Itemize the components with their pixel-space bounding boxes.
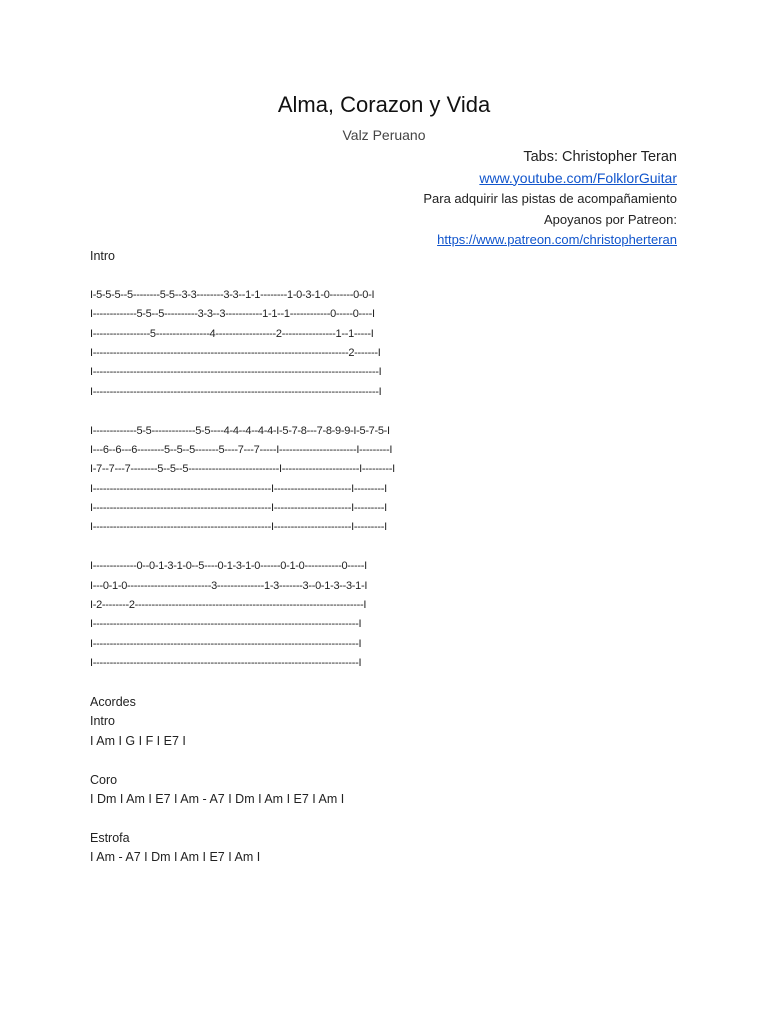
tab-line: I-------------------------------------------------------------------------------I <box>90 637 362 650</box>
song-title: Alma, Corazon y Vida <box>277 92 491 117</box>
chord-section-label: Estrofa <box>90 830 130 845</box>
chords-heading: Acordes <box>90 694 136 709</box>
author-credit: Tabs: Christopher Teran <box>523 149 677 165</box>
tab-block-1 <box>90 286 690 402</box>
tab-line: I---0-1-0-------------------------3--------------1-3-------3--0-1-3--3-1-I <box>90 579 368 592</box>
tab-line: I-------------------------------------------------------------------------------I <box>90 657 362 670</box>
song-subtitle: Valz Peruano <box>342 127 426 143</box>
chord-progression: I Dm I Am I E7 I Am - A7 I Dm I Am I E7 I Am I <box>90 791 345 806</box>
tab-line: I---6--6---6--------5--5--5-------5----7---7-----I-----------------------I---------I <box>90 443 393 456</box>
tab-line: I-7--7---7--------5--5--5---------------------------I-----------------------I---------I <box>90 463 395 476</box>
tab-line: I-----------------------------------------------------I-----------------------I---------I <box>90 482 387 495</box>
chords-section <box>90 693 690 868</box>
tab-line: I-5-5-5--5--------5-5--3-3--------3-3--1-1--------1-0-3-1-0-------0-0-I <box>90 288 375 301</box>
tab-line: I-----------------------------------------------------I-----------------------I---------I <box>90 521 387 534</box>
tab-line: I-------------------------------------------------------------------------------------I <box>90 385 382 398</box>
intro-label: Intro <box>90 249 116 263</box>
chord-progression: I Am I G I F I E7 I <box>90 733 186 748</box>
tab-line: I-----------------5----------------4------------------2----------------1--1-----I <box>90 327 374 340</box>
credits-block <box>423 147 677 251</box>
tab-line: I-------------5-5-------------5-5----4-4--4--4-4-I-5-7-8---7-8-9-9-I-5-7-5-I <box>90 424 390 437</box>
tab-block-2 <box>90 422 690 538</box>
support-text: Para adquirir las pistas de acompañamiento <box>423 191 677 206</box>
tab-block-3 <box>90 557 690 673</box>
chord-progression: I Am - A7 I Dm I Am I E7 I Am I <box>90 850 261 865</box>
tab-line: I----------------------------------------------------------------------------2-------I <box>90 346 381 359</box>
tab-line: I-------------5-5--5----------3-3--3-----------1-1--1------------0-----0----I <box>90 308 375 321</box>
chord-section-label: Coro <box>90 772 118 787</box>
youtube-link[interactable]: www.youtube.com/FolklorGuitar <box>479 169 677 186</box>
tab-line: I-2--------2--------------------------------------------------------------------I <box>90 599 367 612</box>
tab-line: I-----------------------------------------------------I-----------------------I---------I <box>90 502 387 515</box>
chord-section-label: Intro <box>90 714 116 729</box>
tab-content <box>90 247 690 868</box>
patreon-text: Apoyanos por Patreon: <box>544 211 677 227</box>
patreon-link[interactable]: https://www.patreon.com/christopherteran <box>437 232 677 247</box>
tab-line: I-------------------------------------------------------------------------------------I <box>90 366 382 379</box>
tab-line: I-------------0--0-1-3-1-0--5----0-1-3-1-0------0-1-0-----------0-----I <box>90 560 367 573</box>
tab-line: I-------------------------------------------------------------------------------I <box>90 618 362 631</box>
